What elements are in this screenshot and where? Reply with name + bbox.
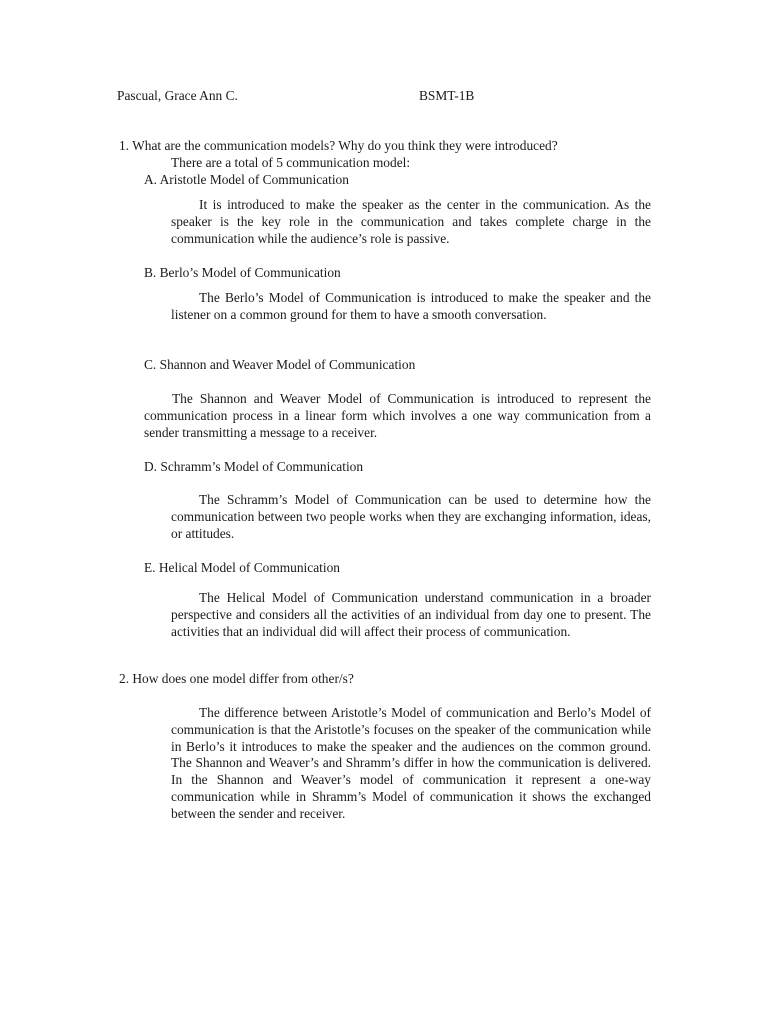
model-c-body: The Shannon and Weaver Model of Communication is introduced to represent the communication process in a linear form which involves a one way communication from a sender transmitting a message to a receiver. bbox=[144, 391, 651, 440]
question-1: 1. What are the communication models? Why do you think they were introduced? bbox=[119, 138, 558, 153]
student-name: Pascual, Grace Ann C. bbox=[117, 88, 238, 103]
model-b-body: The Berlo’s Model of Communication is introduced to make the speaker and the listener on a common ground for them to have a smooth conversation. bbox=[171, 290, 651, 322]
model-b-heading: B. Berlo’s Model of Communication bbox=[144, 265, 341, 280]
model-e-body: The Helical Model of Communication understand communication in a broader perspective and considers all the activities of an individual from day one to present. The activities that an individual did will affect their process of communication. bbox=[171, 590, 651, 639]
question-2-answer: The difference between Aristotle’s Model of communication and Berlo’s Model of communication is that the Aristotle’s focuses on the speaker of the communication while in Berlo’s it introduces to make the speaker and the audiences on the common ground. The Shannon and Weaver’s and Shramm’s differ in how the communication is delivered. In the Shannon and Weaver’s model of communication it represent a one-way communication while in Shramm’s Model of communication it shows the exchanged between the sender and receiver. bbox=[171, 705, 651, 821]
model-a-heading: A. Aristotle Model of Communication bbox=[144, 172, 349, 187]
model-d-body: The Schramm’s Model of Communication can be used to determine how the communication between two people works when they are exchanging information, ideas, or attitudes. bbox=[171, 492, 651, 541]
model-e-heading: E. Helical Model of Communication bbox=[144, 560, 340, 575]
model-a-body: It is introduced to make the speaker as the center in the communication. As the speaker is the key role in the communication and takes complete charge in the communication while the audience’s role is passive. bbox=[171, 197, 651, 246]
model-c-heading: C. Shannon and Weaver Model of Communication bbox=[144, 357, 416, 372]
student-section: BSMT-1B bbox=[419, 88, 475, 103]
question-1-intro: There are a total of 5 communication model: bbox=[171, 155, 411, 170]
question-2: 2. How does one model differ from other/s? bbox=[119, 671, 354, 686]
model-d-heading: D. Schramm’s Model of Communication bbox=[144, 459, 364, 474]
